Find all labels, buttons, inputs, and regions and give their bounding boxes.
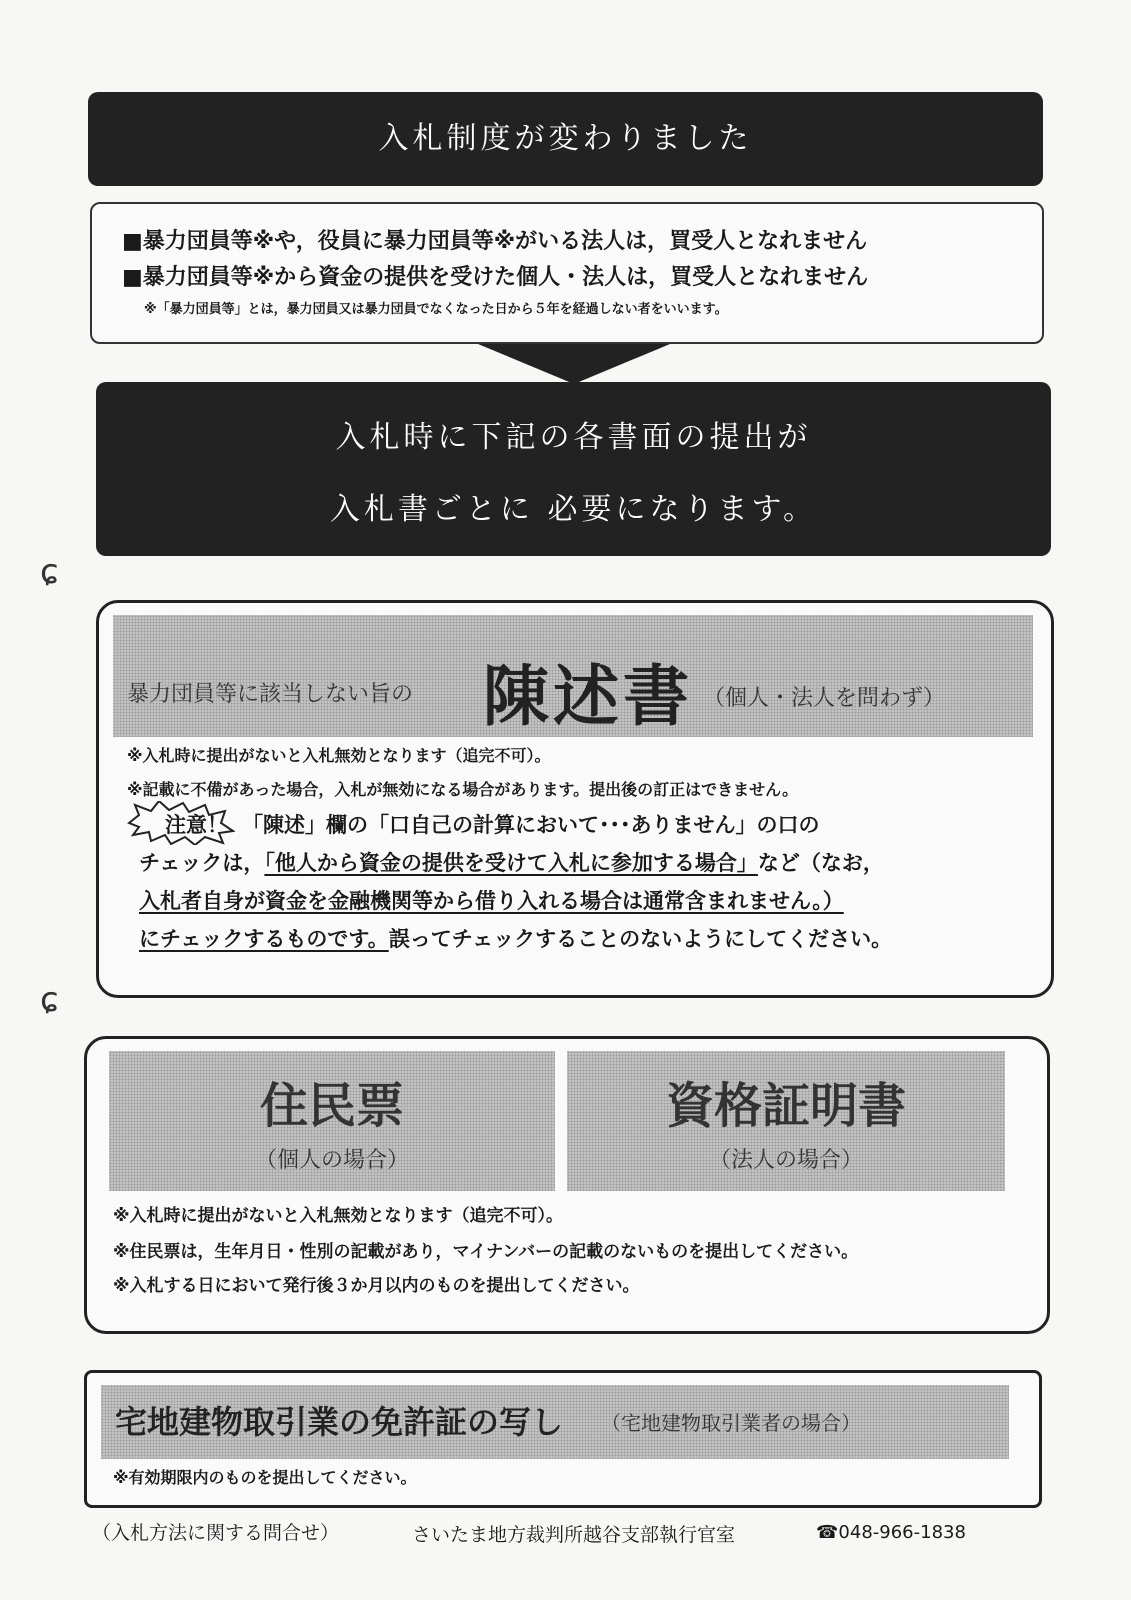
residence-record-panel (109, 1051, 555, 1191)
caution-text-2c: など（なお， (757, 851, 884, 875)
statement-section (96, 600, 1054, 998)
statement-prefix: 暴力団員等に該当しない旨の (127, 682, 414, 707)
down-arrow-icon (478, 344, 670, 384)
residence-note-3: ※入札する日において発行後３か月以内のものを提出してください。 (113, 1276, 640, 1296)
caution-label: 注意！ (165, 813, 228, 837)
header-banner (88, 92, 1043, 186)
statement-title: 陳述書 (483, 658, 693, 735)
license-subtitle: （宅地建物取引業者の場合） (601, 1411, 861, 1435)
license-note: ※有効期限内のものを提出してください。 (113, 1468, 417, 1487)
requirement-line-2: 入札書ごとに 必要になります。 (329, 492, 818, 527)
notice-line-1: ■暴力団員等※や，役員に暴力団員等※がいる法人は，買受人となれません (122, 229, 868, 254)
notice-line-2: ■暴力団員等※から資金の提供を受けた個人・法人は，買受人となれません (122, 265, 869, 290)
contact-phone: ☎048-966-1838 (816, 1522, 966, 1543)
contact-label: （入札方法に関する問合せ） (92, 1522, 340, 1544)
caution-line-2 (139, 847, 884, 877)
residence-note-1: ※入札時に提出がないと入札無効となります（追完不可）。 (113, 1206, 564, 1226)
caution-text-4a: にチェックするものです。 (139, 927, 389, 951)
statement-suffix: （個人・法人を問わず） (703, 686, 946, 711)
contact-office: さいたま地方裁判所越谷支部執行官室 (412, 1524, 736, 1546)
notice-footnote: ※「暴力団員等」とは，暴力団員又は暴力団員でなくなった日から５年を経過しない者をいいます。 (144, 302, 728, 317)
scribble-mark-icon: ɕ (40, 980, 59, 1020)
license-header (101, 1385, 1009, 1459)
qualification-certificate-subtitle: （法人の場合） (708, 1148, 863, 1173)
license-section (84, 1370, 1042, 1508)
scribble-mark-icon: ɕ (40, 552, 59, 592)
caution-line-1 (139, 809, 820, 839)
caution-text-2b: 「他人から資金の提供を受けて入札に参加する場合」 (264, 851, 758, 875)
residence-certificate-section (84, 1036, 1050, 1334)
qualification-certificate-panel (567, 1051, 1005, 1191)
caution-text-2a: チェックは， (139, 851, 265, 875)
notice-box (90, 202, 1044, 344)
residence-note-2: ※住民票は，生年月日・性別の記載があり，マイナンバーの記載のないものを提出してください。 (113, 1242, 859, 1262)
requirement-line-1: 入札時に下記の各書面の提出が (335, 420, 812, 455)
caution-text-1: 「陳述」欄の「口自己の計算において･･･ありません」の口の (242, 813, 820, 837)
banner-title: 入札制度が変わりました (378, 121, 753, 156)
caution-text-4b: 誤ってチェックすることのないようにしてください。 (388, 927, 893, 951)
caution-line-4 (139, 923, 892, 953)
statement-header (113, 615, 1033, 737)
residence-record-title: 住民票 (259, 1078, 404, 1134)
statement-note-2: ※記載に不備があった場合，入札が無効になる場合があります。提出後の訂正はできません。 (127, 780, 799, 799)
requirement-banner (96, 382, 1051, 556)
license-title: 宅地建物取引業の免許証の写し (115, 1403, 564, 1441)
caution-line-3: 入札者自身が資金を金融機関等から借り入れる場合は通常含まれません。） (139, 889, 844, 913)
residence-record-subtitle: （個人の場合） (254, 1148, 409, 1173)
qualification-certificate-title: 資格証明書 (665, 1078, 906, 1134)
statement-note-1: ※入札時に提出がないと入札無効となります（追完不可）。 (127, 746, 551, 765)
